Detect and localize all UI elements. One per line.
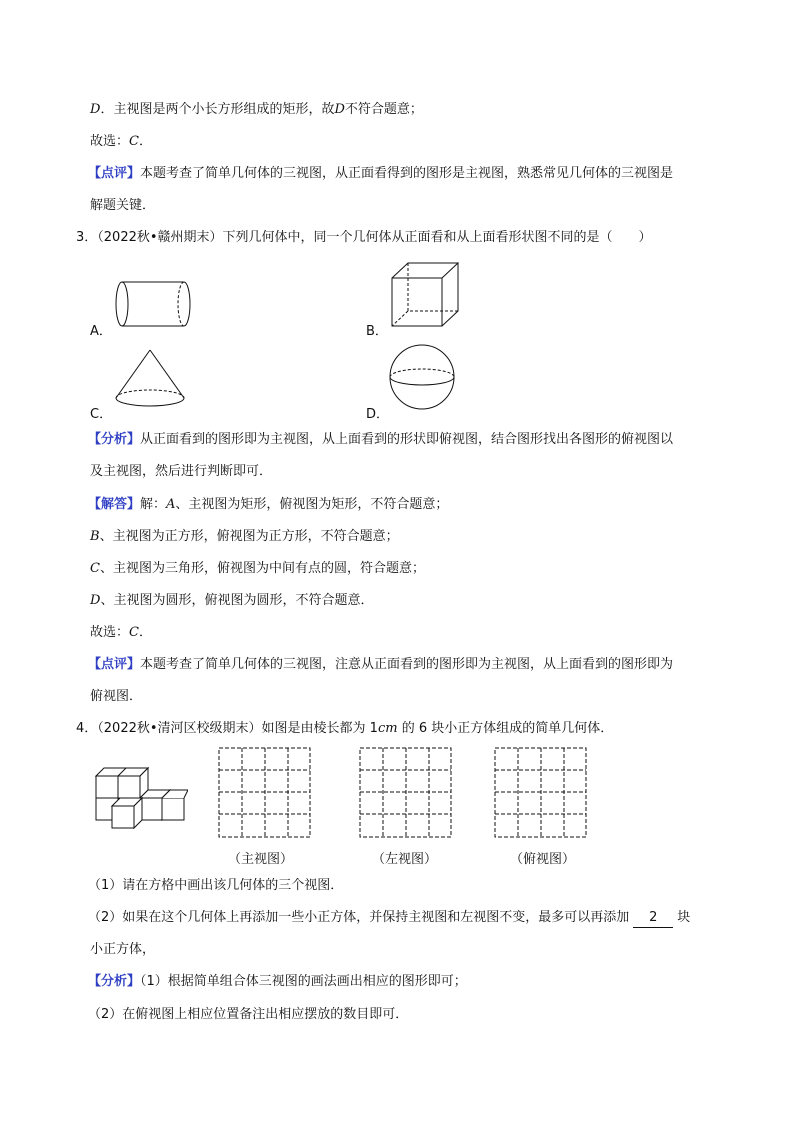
cylinder-figure (112, 278, 198, 330)
prev-review-line1: 【点评】本题考查了简单几何体的三视图，从正面看得到的图形是主视图，熟悉常见几何体的三视图是 (88, 166, 674, 181)
cube-figure (388, 260, 464, 330)
q3-answer-line-a: 【解答】解：A、主视图为矩形，俯视图为矩形，不符合题意； (88, 497, 449, 512)
q3-stem: 3．（2022秋•赣州期末）下列几何体中，同一个几何体从正面看和从上面看形状图不同的是（ ） (76, 230, 652, 245)
q3-choice-line: 故选：C． (90, 625, 152, 640)
prev-review-line2: 解题关键． (90, 198, 156, 213)
prev-choice-line: 故选：C． (90, 134, 152, 149)
sphere-figure (388, 342, 458, 412)
q3-option-a-label: A． (90, 324, 112, 339)
q4-stem: 4．（2022秋•清河区校级期末）如图是由棱长都为 1cm 的 6 块小正方体组成的简单几何体． (76, 721, 614, 736)
q4-part2-line2: 小正方体， (90, 942, 156, 957)
front-view-caption: （主视图） (228, 852, 294, 867)
q3-option-b-label: B． (366, 324, 388, 339)
top-view-caption: （俯视图） (510, 852, 576, 867)
q3-answer-line-d: D、主视图为圆形，俯视图为圆形，不符合题意． (90, 593, 374, 608)
q3-answer-line-b: B、主视图为正方形，俯视图为正方形，不符合题意； (90, 529, 399, 544)
prev-option-d-line: D．主视图是两个小长方形组成的矩形，故D不符合题意； (90, 102, 423, 117)
q4-analysis-2: （2）在俯视图上相应位置备注出相应摆放的数目即可． (88, 1007, 409, 1022)
q3-answer-line-c: C、主视图为三角形，俯视图为中间有点的圆，符合题意； (90, 561, 425, 576)
q3-review-line2: 俯视图． (90, 689, 143, 704)
q3-analysis-line2: 及主视图，然后进行判断即可． (90, 464, 273, 479)
left-view-caption: （左视图） (372, 852, 438, 867)
q4-analysis-1: 【分析】（1）根据简单组合体三视图的画法画出相应的图形即可； (88, 974, 467, 989)
q3-option-c-label: C． (90, 407, 113, 422)
left-view-grid (359, 747, 453, 839)
front-view-grid (218, 747, 312, 839)
q4-answer-blank: 2 (633, 909, 673, 928)
q4-part1: （1）请在方格中画出该几何体的三个视图． (88, 878, 344, 893)
q3-option-d-label: D． (366, 407, 390, 422)
cone-figure (112, 346, 188, 412)
q3-analysis-line1: 【分析】从正面看到的图形即为主视图，从上面看到的形状即俯视图，结合图形找出各图形的俯视图以 (88, 432, 674, 447)
top-view-grid (494, 747, 588, 839)
q3-review-line1: 【点评】本题考查了简单几何体的三视图，注意从正面看到的图形即为主视图，从上面看到的图形即为 (88, 657, 674, 672)
q4-part2-line1: （2）如果在这个几何体上再添加一些小正方体，并保持主视图和左视图不变，最多可以再添加 2 块 (88, 909, 690, 928)
cube-stack-figure (92, 760, 188, 832)
